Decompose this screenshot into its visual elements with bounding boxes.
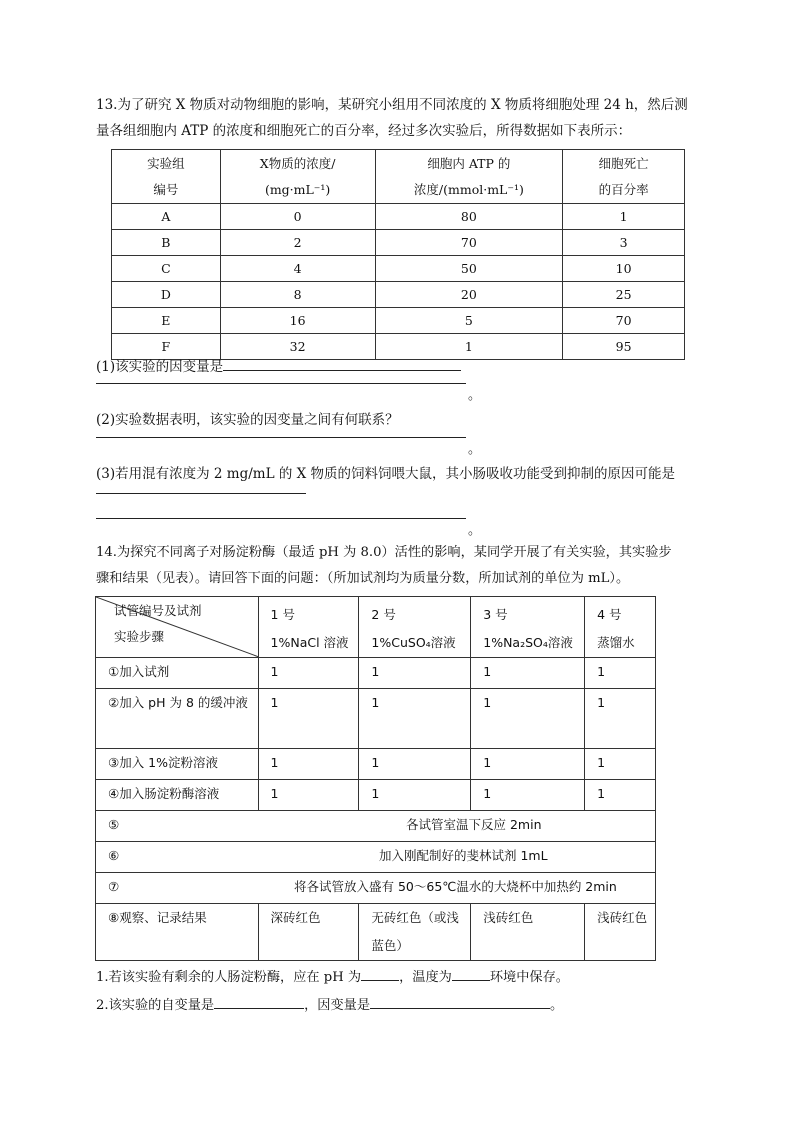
answer-blank[interactable] [370,994,550,1009]
table-row: C 4 50 10 [112,256,685,282]
period: 。 [468,523,482,538]
q14-question1: 1.若该实验有剩余的人肠淀粉酶，应在 pH 为 ，温度为 环境中保存。 [96,966,569,988]
q14-question2: 2.该实验的自变量是 ，因变量是 。 [96,994,563,1016]
table-row: ①加入试剂 1 1 1 1 [96,658,656,689]
table-row: E 16 5 70 [112,308,685,334]
table-row: ⑤ 各试管室温下反应 2min [96,811,656,842]
table-row: ②加入 pH 为 8 的缓冲液 1 1 1 1 [96,689,656,749]
header-atp-concentration: 细胞内 ATP 的 浓度/(mmol·mL⁻¹) [375,150,563,204]
table-row: ⑥ 加入刚配制好的斐林试剂 1mL [96,842,656,873]
table-row: ④加入肠淀粉酶溶液 1 1 1 1 [96,780,656,811]
table-row: B 2 70 3 [112,230,685,256]
header-group: 实验组 编号 [112,150,221,204]
answer-blank[interactable] [361,966,399,981]
q13-line1: 13.为了研究 X 物质对动物细胞的影响，某研究小组用不同浓度的 X 物质将细胞处理 24 h，然后测 [96,97,688,113]
answer-blank[interactable] [96,518,466,519]
table-header-row [96,597,656,658]
q14-line2: 骤和结果（见表）。请回答下面的问题：（所加试剂均为质量分数，所加试剂的单位为 mL）。 [96,571,630,586]
q13-data-table [111,149,685,360]
table-row: D 8 20 25 [112,282,685,308]
answer-blank[interactable] [452,966,490,981]
table-row: ③加入 1%淀粉溶液 1 1 1 1 [96,749,656,780]
tube-2-header: 2 号 1%CuSO₄溶液 [359,597,471,658]
answer-blank[interactable] [96,437,466,438]
corner-bottom-label: 实验步骤 [114,629,165,644]
header-death-rate: 细胞死亡 的百分率 [563,150,685,204]
corner-top-label: 试管编号及试剂 [114,603,202,618]
q14-line1: 14.为探究不同离子对肠淀粉酶（最适 pH 为 8.0）活性的影响，某同学开展了有关实验，其实验步 [96,545,672,560]
period: 。 [468,442,482,457]
tube-4-header: 4 号 蒸馏水 [585,597,656,658]
table-row: A 0 80 1 [112,204,685,230]
table-row: ⑧观察、记录结果 深砖红色 无砖红色（或浅蓝色） 浅砖红色 浅砖红色 [96,904,656,961]
q14-experiment-table [95,596,656,961]
answer-blank[interactable] [96,383,466,384]
answer-blank[interactable] [96,493,306,494]
header-x-concentration: X物质的浓度/ (mg·mL⁻¹) [220,150,375,204]
diagonal-header-cell [96,597,259,658]
table-header-row [112,150,685,204]
period: 。 [468,388,482,403]
answer-blank[interactable] [214,994,304,1009]
q13-sub3: (3)若用混有浓度为 2 mg/mL 的 X 物质的饲料饲喂大鼠，其小肠吸收功能受到抑制的原因可能是 [96,466,676,482]
tube-3-header: 3 号 1%Na₂SO₄溶液 [471,597,585,658]
answer-blank[interactable] [223,356,461,371]
table-row: F 32 1 95 [112,334,685,360]
q13-line2: 量各组细胞内 ATP 的浓度和细胞死亡的百分率，经过多次实验后，所得数据如下表所示： [96,123,632,139]
q13-sub1: (1)该实验的因变量是 [96,356,461,377]
table-row: ⑦ 将各试管放入盛有 50～65℃温水的大烧杯中加热约 2min [96,873,656,904]
tube-1-header: 1 号 1%NaCl 溶液 [258,597,359,658]
q13-sub2: (2)实验数据表明，该实验的因变量之间有何联系？ [96,412,399,428]
